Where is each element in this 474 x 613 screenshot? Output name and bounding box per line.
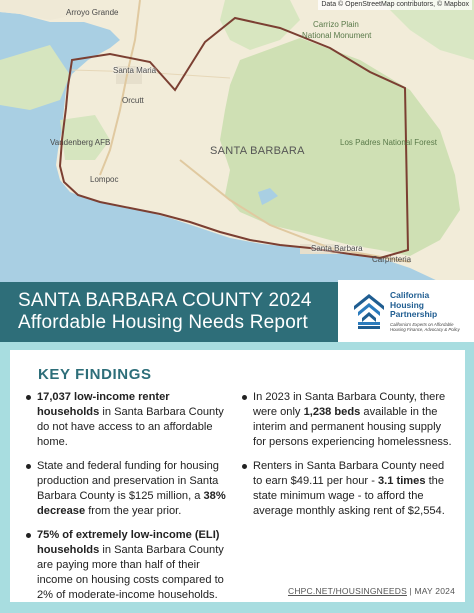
label-santa-barbara: Santa Barbara <box>311 244 363 253</box>
report-title-line2: Affordable Housing Needs Report <box>18 312 308 333</box>
report-footer <box>288 586 455 596</box>
finding-text: Renters in Santa Barbara County need to earn $49.11 per hour - <box>253 460 445 487</box>
logo-name-line2: Housing <box>390 299 424 310</box>
finding-text: available in the interim and permanent housing supply for persons experiencing homelessness. <box>253 406 452 448</box>
logo-tagline: California's Experts on Affordable Housing Finance, Advocacy & Policy <box>390 322 460 332</box>
finding-item <box>26 459 231 519</box>
label-orcutt: Orcutt <box>122 96 144 105</box>
finding-item <box>242 459 454 519</box>
finding-emphasis: 17,037 low-income renter households <box>37 391 170 418</box>
finding-text: in Santa Barbara County do not have access to an affordable home. <box>37 406 224 448</box>
finding-emphasis: 1,238 beds <box>303 406 361 418</box>
report-date: MAY 2024 <box>414 586 455 596</box>
finding-emphasis: 75% of extremely low-income (ELI) households <box>37 529 220 556</box>
label-carpinteria: Carpinteria <box>372 255 412 264</box>
finding-emphasis: 3.1 times <box>378 475 426 487</box>
label-arroyo-grande: Arroyo Grande <box>66 8 119 17</box>
report-title-line1: SANTA BARBARA COUNTY 2024 <box>18 290 312 311</box>
logo-name-line1: California <box>390 290 430 300</box>
website-link[interactable]: CHPC.NET/HOUSINGNEEDS <box>287 586 407 596</box>
finding-text: State and federal funding for housing production and preservation in Santa Barbara County is $125 million, a <box>37 460 219 502</box>
findings-card <box>10 350 465 602</box>
house-logo-icon <box>352 288 386 334</box>
label-county: SANTA BARBARA <box>210 145 305 157</box>
key-findings-title: KEY FINDINGS <box>38 366 152 383</box>
map-attribution[interactable]: Data © OpenStreetMap contributors, © Mapbox <box>318 0 472 10</box>
forest-west <box>0 45 70 110</box>
label-carrizo-monument: National Monument <box>302 31 372 40</box>
finding-text: from the year prior. <box>85 505 182 517</box>
finding-item <box>242 390 454 450</box>
logo-name-line3: Partnership <box>390 309 438 319</box>
label-lompoc: Lompoc <box>90 175 119 184</box>
finding-text: In 2023 in Santa Barbara County, there were only <box>253 391 446 418</box>
chpc-logo[interactable] <box>338 280 474 344</box>
findings-column-right <box>242 390 454 528</box>
label-los-padres: Los Padres National Forest <box>340 138 437 147</box>
finding-emphasis: 38% decrease <box>37 490 226 517</box>
label-carrizo: Carrizo Plain <box>313 20 359 29</box>
finding-text: in Santa Barbara County are paying more than half of their income on housing costs compared to 2% of moderate-income households. <box>37 544 224 601</box>
logo-name <box>390 291 437 320</box>
county-map <box>0 0 474 282</box>
finding-item <box>26 528 231 603</box>
label-santa-maria: Santa Maria <box>113 66 157 75</box>
finding-text: the state minimum wage - to afford the average monthly asking rent of $2,554. <box>253 475 445 517</box>
finding-item <box>26 390 231 450</box>
label-vandenberg: Vandenberg AFB <box>50 138 111 147</box>
findings-column-left <box>26 390 231 612</box>
findings-frame <box>0 342 474 613</box>
footer-separator: | <box>406 586 415 596</box>
report-title <box>18 290 312 334</box>
